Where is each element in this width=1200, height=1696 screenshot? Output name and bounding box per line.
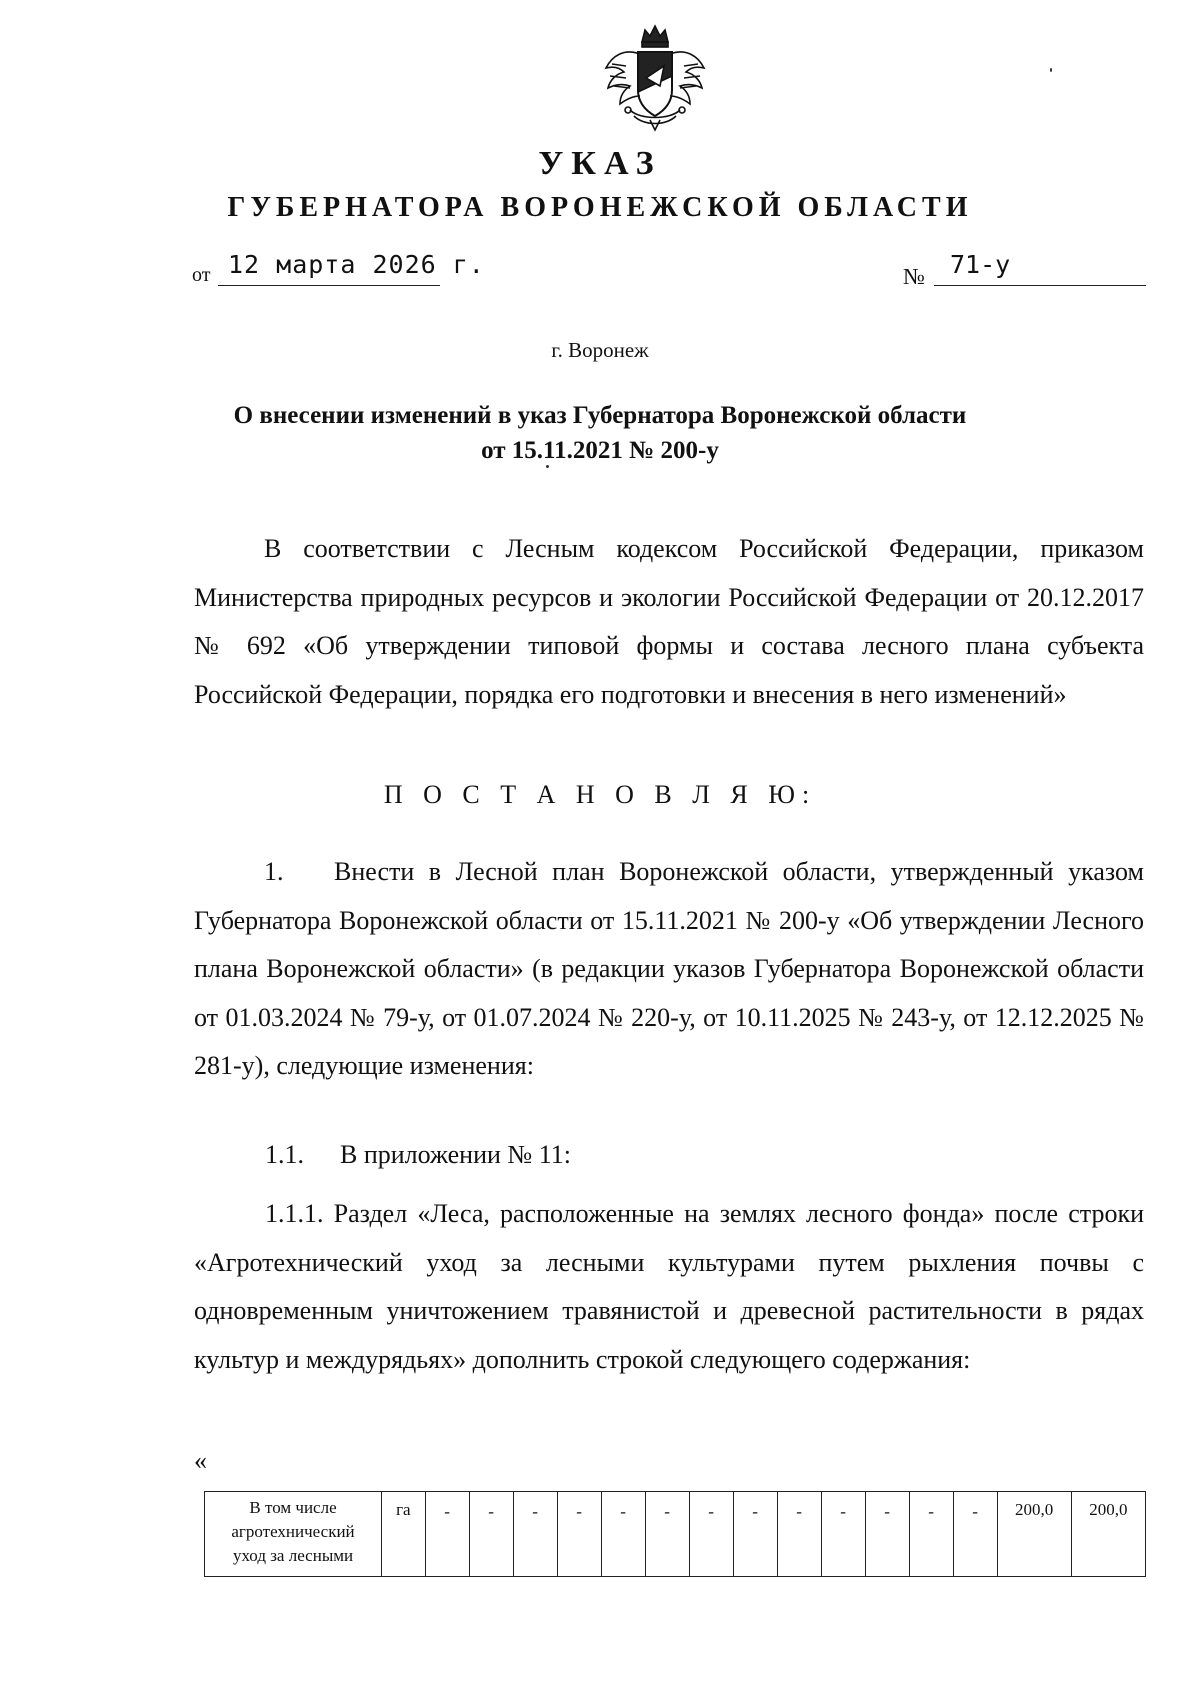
table-cell-value: 200,0 <box>1071 1492 1145 1577</box>
voronezh-coat-of-arms-icon <box>600 20 710 132</box>
decree-heading <box>0 398 1200 468</box>
decree-date: 12 марта 2026 г. <box>228 250 485 279</box>
table-cell-dash: - <box>777 1492 821 1577</box>
document-type-title: УКАЗ <box>538 145 662 182</box>
item-1-1-text: В приложении № 11: <box>340 1140 571 1169</box>
table-cell-dash: - <box>865 1492 909 1577</box>
name-line: уход за лесными <box>232 1546 354 1565</box>
table-cell-dash: - <box>425 1492 469 1577</box>
number-underline <box>934 285 1146 286</box>
table-row <box>205 1492 1146 1577</box>
table-cell-dash: - <box>513 1492 557 1577</box>
scan-speck <box>546 465 549 468</box>
amendment-table <box>204 1491 1146 1577</box>
heading-line-1: О внесении изменений в указ Губернатора Воронежской области <box>233 402 967 429</box>
city-label: г. Воронеж <box>551 338 649 362</box>
item-1-1-paragraph <box>265 1140 571 1170</box>
date-prefix-label: от <box>192 264 211 286</box>
table-cell-value: 200,0 <box>997 1492 1071 1577</box>
table-cell-dash: - <box>909 1492 953 1577</box>
date-number-row <box>0 250 1200 290</box>
table-cell-dash: - <box>645 1492 689 1577</box>
decree-number: 71-у <box>950 250 1011 279</box>
table-cell-dash: - <box>469 1492 513 1577</box>
name-line: агротехнический <box>231 1522 355 1541</box>
table-cell-dash: - <box>821 1492 865 1577</box>
table-cell-dash: - <box>557 1492 601 1577</box>
table-cell-dash: - <box>601 1492 645 1577</box>
decree-resolution-word: П О С Т А Н О В Л Я Ю: <box>383 780 817 809</box>
opening-quote: « <box>194 1446 207 1475</box>
heading-line-2: от 15.11.2021 № 200-у <box>481 437 719 464</box>
item-1-1-number: 1.1. <box>265 1140 304 1169</box>
issuer-title: ГУБЕРНАТОРА ВОРОНЕЖСКОЙ ОБЛАСТИ <box>227 192 973 223</box>
table-cell-dash: - <box>733 1492 777 1577</box>
preamble-paragraph: В соответствии с Лесным кодексом Российской Федерации, приказом Министерства природных ресурсов и экологии Российской Федерации от 20.12.2017 № 692 «Об утверждении типовой формы и состава лесного плана субъекта Российской Федерации, порядка его подготовки и внесения в него изменений» <box>194 534 1144 709</box>
number-prefix-label: № <box>903 264 925 289</box>
table-cell-name <box>205 1492 382 1577</box>
table-cell-dash: - <box>689 1492 733 1577</box>
name-line: В том числе <box>249 1498 337 1517</box>
item-1-paragraph <box>194 848 1144 1091</box>
item-1-1-1-paragraph: 1.1.1. Раздел «Леса, расположенные на землях лесного фонда» после строки «Агротехнический уход за лесными культурами путем рыхления почвы с одновременным уничтожением травянистой и древесной растительности в рядах культур и междурядьях» дополнить строкой следующего содержания: <box>194 1199 1144 1374</box>
item-1-number: 1. <box>264 857 284 886</box>
item-1-text: Внести в Лесной план Воронежской области, утвержденный указом Губернатора Воронежской области от 15.11.2021 № 200-у «Об утверждении Лесного плана Воронежской области» (в редакции указов Губернатора Воронежской области от 01.03.2024 № 79-у, от 01.07.2024 № 220-у, от 10.11.2025 № 243-у, от 12.12.2025 № 281-у), следующие изменения: <box>194 857 1144 1080</box>
table-cell-dash: - <box>953 1492 997 1577</box>
date-underline <box>218 285 440 286</box>
scan-speck <box>1050 68 1052 72</box>
table-cell-unit: га <box>382 1492 426 1577</box>
